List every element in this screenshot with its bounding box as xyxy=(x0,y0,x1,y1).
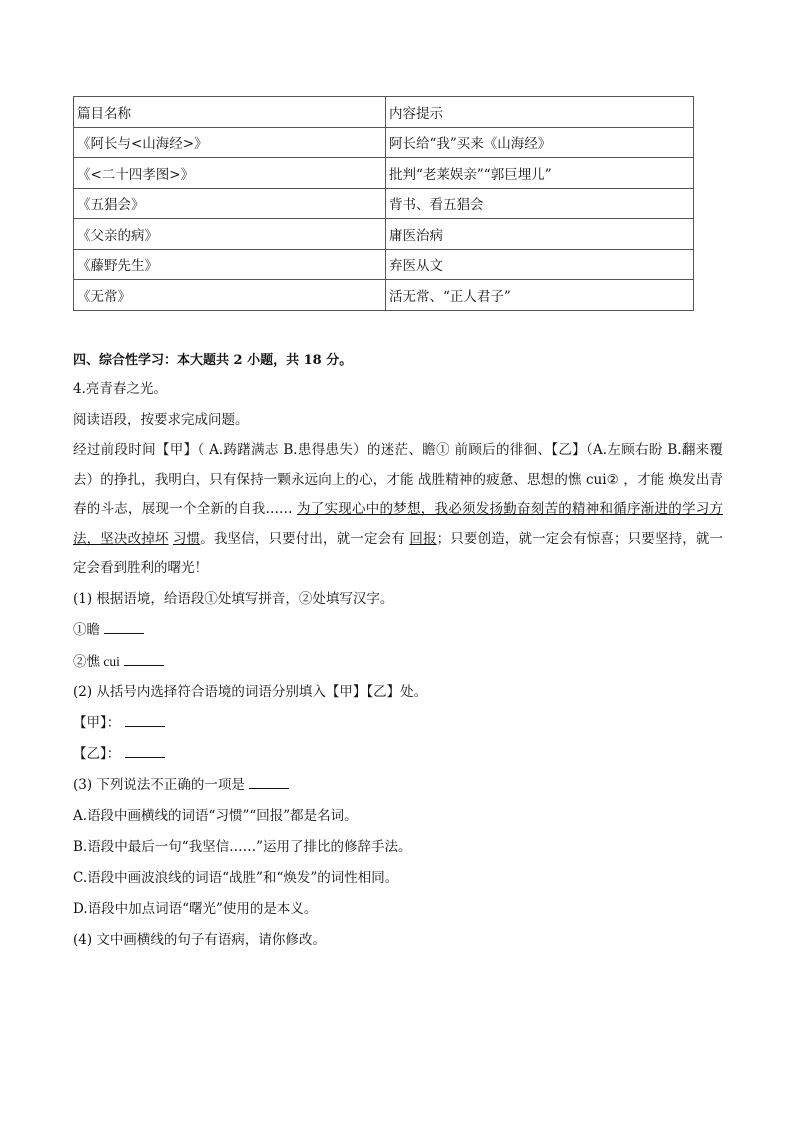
table-cell-title: 《藤野先生》 xyxy=(74,249,386,280)
sub-question-3 xyxy=(73,770,723,801)
table-cell-hint: 阿长给“我”买来《山海经》 xyxy=(386,127,694,158)
question-title: 4.亮青春之光。 xyxy=(73,381,167,397)
passage-text: ；只要创造，就一定会有惊喜；只要坚持，就一定会看到胜利的曙光！ xyxy=(73,530,724,576)
table-row xyxy=(74,158,694,189)
answer-line-2a xyxy=(73,708,723,739)
sub-question-1: (1) 根据语境，给语段①处填写拼音，②处填写汉字。 xyxy=(73,590,394,607)
underlined-word-return: 回报 xyxy=(409,530,437,547)
passage-text: 。我坚信，只要付出，就一定会有 xyxy=(200,530,410,547)
table-cell-hint: 弃医从文 xyxy=(386,249,694,280)
table-cell-hint: 活无常、“正人君子” xyxy=(386,280,694,311)
table-cell-title: 《父亲的病》 xyxy=(74,219,386,250)
table-cell-title: 《阿长与<山海经>》 xyxy=(74,127,386,158)
instruction-text: 阅读语段，按要求完成问题。 xyxy=(73,412,249,428)
table-header-row xyxy=(74,97,694,128)
answer-line-1a xyxy=(73,615,723,646)
answer-blank[interactable] xyxy=(249,774,289,789)
answer-line-1b xyxy=(73,646,723,677)
sub-question-4: (4) 文中画横线的句子有语病，请你修改。 xyxy=(73,931,326,948)
answer-line-2b xyxy=(73,739,723,770)
table-cell-title: 《无常》 xyxy=(74,280,386,311)
table-row xyxy=(74,280,694,311)
table-row xyxy=(74,188,694,219)
table-row xyxy=(74,127,694,158)
question-text: (3) 下列说法不正确的一项是 xyxy=(73,776,245,793)
answer-label: 【甲】： xyxy=(73,714,121,731)
sub-question-2: (2) 从括号内选择符合语境的词语分别填入【甲】【乙】处。 xyxy=(73,683,428,700)
table-cell-hint: 批判“老莱娱亲”“郭巨埋儿” xyxy=(386,158,694,189)
passage-text: 经过前段时间【甲】（ A.踌躇满志 B.患得患失）的迷茫、瞻① 前顾后的徘徊、【乙】（A.左顾右盼 B.翻来覆去）的挣扎，我明白，只有保持一颗永远向上的心，才能 战胜精神的疲惫、思想的憔 cui② ，才能 焕发出青春的斗志，展现一个全新的自我…… xyxy=(73,442,723,517)
table-cell-hint: 背书、看五猖会 xyxy=(386,188,694,219)
option-d: D.语段中加点词语“曙光”使用的是本义。 xyxy=(73,900,318,917)
table-header-hint: 内容提示 xyxy=(386,97,694,128)
table-header-title: 篇目名称 xyxy=(74,97,386,128)
option-c: C.语段中画波浪线的词语“战胜”和“焕发”的词性相同。 xyxy=(73,869,399,886)
answer-blank[interactable] xyxy=(124,651,164,666)
option-b: B.语段中最后一句“我坚信……”运用了排比的修辞手法。 xyxy=(73,838,412,855)
table-cell-title: 《<二十四孝图>》 xyxy=(74,158,386,189)
underlined-word-habit: 习惯 xyxy=(172,530,201,547)
answer-label: ②憔 cui xyxy=(73,653,120,669)
reading-passage xyxy=(73,436,723,584)
answer-label: ①瞻 xyxy=(73,621,100,638)
works-table xyxy=(73,96,694,311)
answer-blank[interactable] xyxy=(125,712,165,727)
answer-blank[interactable] xyxy=(125,743,165,758)
answer-label: 【乙】： xyxy=(73,745,121,762)
table-row xyxy=(74,249,694,280)
table-cell-hint: 庸医治病 xyxy=(386,219,694,250)
underlined-sentence: 为了实现心中的梦想，我必须发扬勤奋刻苦的精神和循序渐进的学习方法，坚决改掉坏 xyxy=(73,501,723,547)
table-cell-title: 《五猖会》 xyxy=(74,188,386,219)
option-a: A.语段中画横线的词语“习惯”“回报”都是名词。 xyxy=(73,807,358,824)
table-row xyxy=(74,219,694,250)
answer-blank[interactable] xyxy=(104,619,144,634)
section-heading: 四、综合性学习：本大题共 2 小题，共 18 分。 xyxy=(73,353,353,368)
section-content xyxy=(73,348,723,956)
